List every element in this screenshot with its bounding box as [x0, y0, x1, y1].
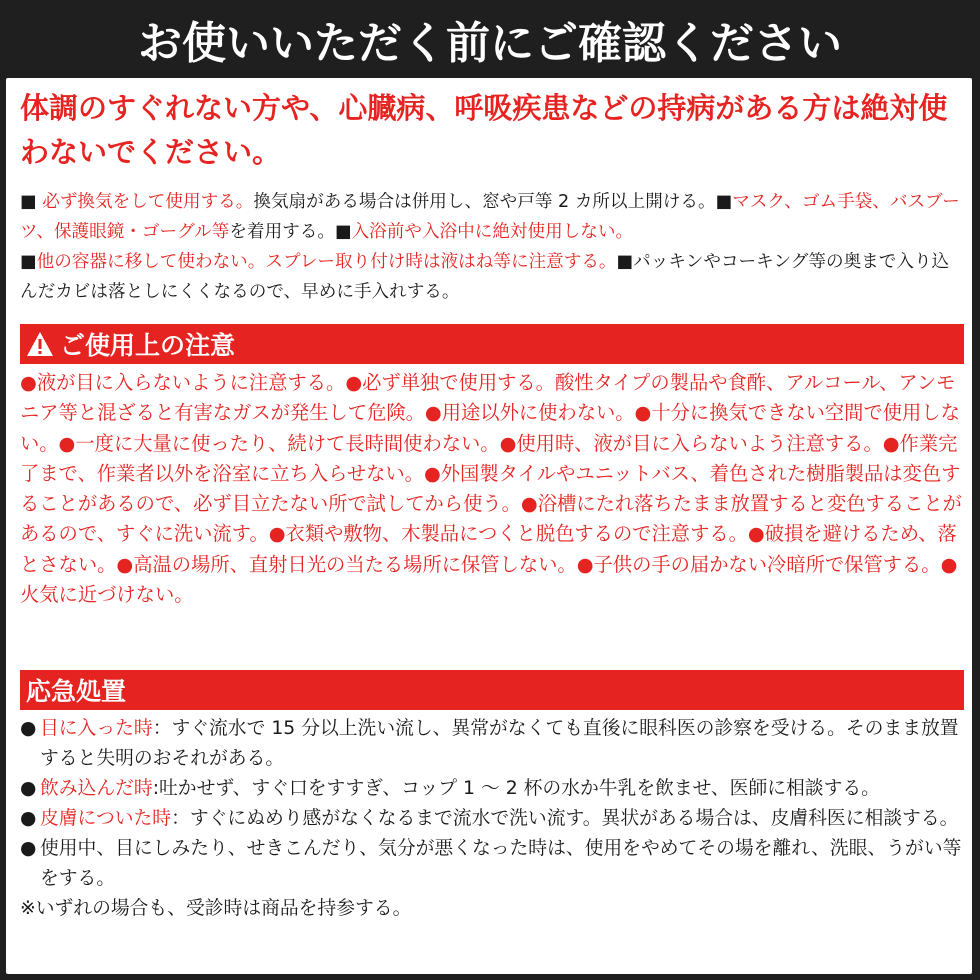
page-title: お使いいただく前にご確認ください — [138, 18, 842, 69]
caution-heading: ご使用上の注意 — [60, 331, 236, 360]
note-seg: を着用する。 — [229, 222, 335, 242]
note-seg: 他の容器に移して使わない。スプレー取り付け時は液はね等に注意する。 — [36, 252, 617, 272]
first-aid-text: ：すぐにぬめり感がなくなるまで流水で洗い流す。異状がある場合は、皮膚科医に相談する。 — [171, 808, 959, 829]
first-aid-text: :吐かせず、すぐ口をすすぎ、コップ 1 ～ 2 杯の水か牛乳を飲ませ、医師に相談する。 — [152, 778, 880, 799]
note-seg: ■パッキンやコーキング等の奥まで入り込んだカビは落としにくくなるので、早めに手入れする。 — [20, 252, 950, 302]
note-seg: 換気扇がある場合は併用し、窓や戸等 2 カ所以上開ける。 — [253, 192, 716, 212]
first-aid-label: 飲み込んだ時 — [40, 778, 153, 799]
bullet: ● — [20, 808, 37, 829]
first-aid-banner — [20, 670, 964, 710]
first-aid-label: 皮膚についた時 — [40, 808, 172, 829]
health-warning: 体調のすぐれない方や、心臓病、呼吸疾患などの持病がある方は絶対使わないでください。 — [20, 91, 948, 169]
note-seg: 必ず換気をして使用する。 — [42, 192, 254, 212]
caution-banner — [20, 324, 964, 364]
caution-body: ●液が目に入らないように注意する。●必ず単独で使用する。酸性タイプの製品や食酢、アルコール、アンモニア等と混ざると有害なガスが発生して危険。●用途以外に使わない。●十分に換気できない空間で使用しない。●一度に大量に使ったり、続けて長時間使わない。●使用時、液が目に入らないよう注意する。●作業完了まで、作業者以外を浴室に立ち入らせない。●外国製タイルやユニットバス、着色された樹脂製品は変色することがあるので、必ず目立たない所で試してから使う。●浴槽にたれ落ちたまま放置すると変色することがあるので、すぐに洗い流す。●衣類や敷物、木製品につくと脱色するので注意する。●破損を避けるため、落とさない。●高温の場所、直射日光の当たる場所に保管しない。●子供の手の届かない冷暗所で保管する。●火気に近づけない。 — [20, 371, 962, 607]
first-aid-text: ：すぐ流水で 15 分以上洗い流し、異常がなくても直後に眼科医の診察を受ける。そのまま放置すると失明のおそれがある。 — [40, 718, 959, 769]
bullet: ● — [20, 718, 37, 739]
first-aid-heading: 応急処置 — [26, 677, 127, 706]
list-item — [20, 714, 964, 774]
first-aid-label: 目に入った時 — [40, 718, 153, 739]
note-seg: ■ — [20, 252, 37, 272]
note-seg: マスク、ゴム手袋、バスブーツ、保護眼鏡・ゴーグル等 — [20, 192, 960, 242]
list-item — [20, 834, 964, 894]
bullet: ● — [20, 778, 37, 799]
footnote: ※いずれの場合も、受診時は商品を持参する。 — [20, 898, 412, 919]
note-seg: ■ — [20, 192, 43, 212]
bullet: ● — [20, 838, 37, 859]
note-seg: 入浴前や入浴中に絶対使用しない。 — [351, 222, 634, 242]
note-seg: ■ — [715, 192, 733, 212]
list-item — [20, 774, 964, 804]
first-aid-list — [20, 714, 964, 924]
note-seg: ■ — [334, 222, 352, 242]
usage-notes — [20, 187, 964, 307]
warning-triangle-icon — [26, 331, 54, 357]
first-aid-text: 使用中、目にしみたり、せきこんだり、気分が悪くなった時は、使用をやめてその場を離れ、洗眼、うがい等をする。 — [40, 838, 962, 889]
content-panel — [6, 78, 972, 974]
list-item — [20, 804, 964, 834]
